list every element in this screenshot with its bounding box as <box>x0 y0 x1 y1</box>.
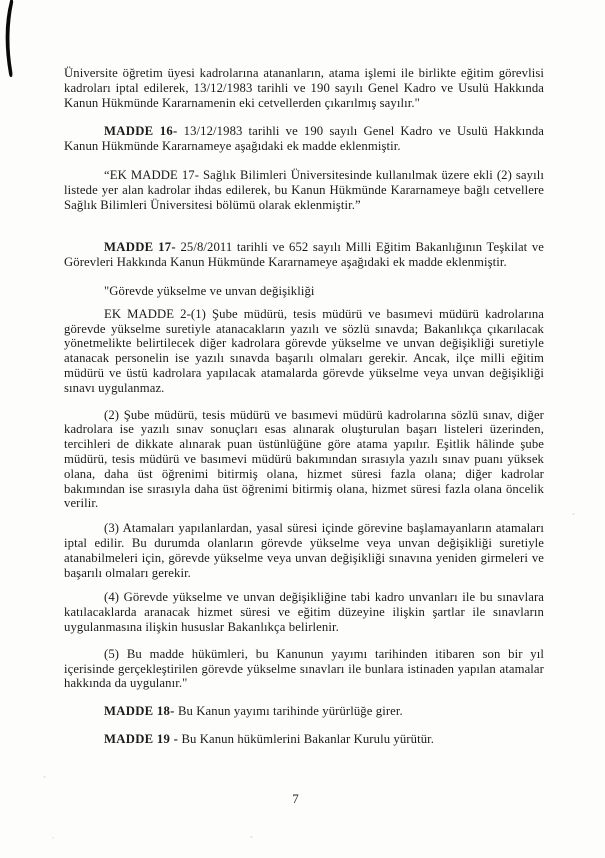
clause-3-paragraph <box>64 521 544 580</box>
paragraph-text: Bu Kanun yayımı tarihinde yürürlüğe girer. <box>178 704 403 719</box>
continuation-paragraph <box>64 66 544 110</box>
madde-18-paragraph <box>64 704 544 719</box>
paragraph-text: Bu Kanun hükümlerini Bakanlar Kurulu yürütür. <box>181 731 435 746</box>
page-number: 7 <box>292 791 299 806</box>
paragraph-text: "Görevde yükselme ve unvan değişikliği <box>104 283 315 298</box>
paragraph-text: 25/8/2011 tarihli ve 652 sayılı Milli Eğitim Bakanlığının Teşkilat ve Görevleri Hakkında Kanun Hükmünde Kararnameye aşağıdaki ek madde eklenmiştir. <box>64 240 544 270</box>
paragraph-text: (2) Şube müdürü, tesis müdürü ve basımevi müdürü kadrolarına sözlü sınav, diğer kadrolara ise yazılı sınav sonuçları esas alınarak oluşturulan başarı listeleri üzerinden, tercihleri de dikkate alınarak puan üstünlüğüne göre atama yapılır. Eşitlik hâlinde şube müdürü, tesis müdürü ve basımevi müdürü bakımından sırasıyla yazılı sınav puanı yüksek olana, daha üst öğrenimi bitirmiş olana, hizmet süresi fazla olana; diğer kadrolar bakımından ise sırasıyla daha üst öğrenimi bitirmiş olana, hizmet süresi fazla olana öncelik verilir. <box>64 407 544 511</box>
paragraph-text: Üniversite öğretim üyesi kadrolarına atananların, atama işlemi ile birlikte eğitim görevlisi kadroları iptal edilerek, 13/12/1983 tarihli ve 190 sayılı Genel Kadro ve Usulü Hakkında Kanun Hükmünde Kararnamenin eki cetvellerden çıkarılmış sayılır." <box>64 66 544 110</box>
section-heading-paragraph <box>64 284 544 299</box>
madde-19-paragraph <box>64 732 544 747</box>
madde-17-paragraph <box>64 240 544 270</box>
madde-16-label: MADDE 16- <box>104 124 178 139</box>
clause-4-paragraph <box>64 590 544 634</box>
scan-artifact-mark <box>1 0 19 82</box>
ek-madde-2-clause-1-paragraph <box>64 307 544 396</box>
paragraph-text: “EK MADDE 17- Sağlık Bilimleri Üniversitesinde kullanılmak üzere ekli (2) sayılı listede yer alan kadrolar ihdas edilerek, bu Kanun Hükmünde Kararnameye bağlı cetvellere Sağlık Bilimleri Üniversitesi bölümü olarak eklenmiştir.” <box>64 167 544 212</box>
paragraph-text: 13/12/1983 tarihli ve 190 sayılı Genel Kadro ve Usulü Hakkında Kanun Hükmünde Kararnameye aşağıdaki ek madde eklenmiştir. <box>64 124 545 154</box>
scan-noise-speck <box>52 837 54 839</box>
paragraph-text: (5) Bu madde hükümleri, bu Kanunun yayımı tarihinden itibaren son bir yıl içerisinde gerçekleştirilen görevde yükselme sınavları ile bunlara istinaden yapılan atamalar hakkında da uygulanır." <box>64 646 544 691</box>
paragraph-text: EK MADDE 2-(1) Şube müdürü, tesis müdürü ve basımevi müdürü kadrolarına görevde yükselme suretiyle atanacakların yazılı ve sözlü sınavda; Bakanlıkça çıkarılacak yönetmelikte belirtilecek diğer kadrolara görevde yükselme ve unvan değişikliği suretiyle atanacak personelin ise yazılı sınavda başarılı olmaları gerekir. Ancak, ilçe milli eğitim müdürü ve üstü kadrolara yapılacak atamalarda görevde yükselme veya unvan değişikliği sınavı uygulanmaz. <box>64 306 544 395</box>
document-body-text <box>64 66 544 761</box>
clause-5-paragraph <box>64 647 544 691</box>
ek-madde-17-paragraph <box>64 168 544 212</box>
madde-18-label: MADDE 18- <box>104 704 175 719</box>
madde-17-label: MADDE 17- <box>104 240 176 255</box>
paragraph-text: (4) Görevde yükselme ve unvan değişikliğine tabi kadro unvanları ile bu sınavlara katılacaklarda aranacak hizmet süresi ve eğitim düzeyine ilişkin şartlar ile sınavların uygulanmasına ilişkin hususlar Bakanlıkça belirlenir. <box>64 590 544 634</box>
scan-noise-speck <box>250 836 253 838</box>
scan-noise-speck <box>572 513 575 515</box>
clause-2-paragraph <box>64 408 544 512</box>
scan-noise-speck <box>43 776 46 778</box>
madde-16-paragraph <box>64 124 544 154</box>
paragraph-text: (3) Atamaları yapılanlardan, yasal süresi içinde görevine başlamayanların atamaları iptal edilir. Bu durumda olanların görevde yükselme veya unvan değişikliği suretiyle atanabilmeleri için, görevde yükselme veya unvan değişikliği sınavına yeniden girmeleri ve başarılı olmaları gerekir. <box>64 521 544 580</box>
madde-19-label: MADDE 19 - <box>104 731 179 746</box>
